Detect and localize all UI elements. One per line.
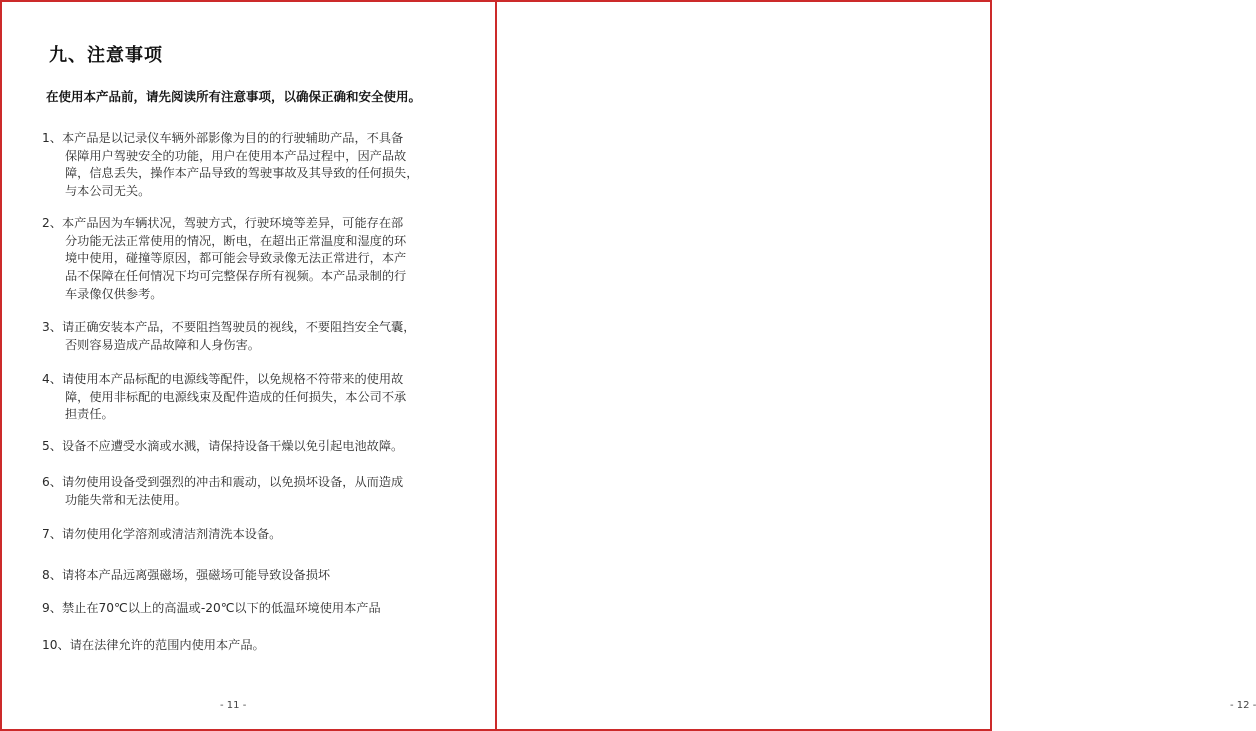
notice-continuation-line: 与本公司无关。 bbox=[65, 184, 151, 199]
notice-text: 请勿使用化学溶剂或清洁剂清洗本设备。 bbox=[61, 527, 282, 541]
notice-first-line bbox=[42, 474, 444, 492]
notice-number: 1、 bbox=[42, 131, 62, 145]
notice-number: 8、 bbox=[42, 568, 62, 582]
notice-continuation-line: 车录像仅供参考。 bbox=[65, 286, 163, 301]
notice-continuation-line: 功能失常和无法使用。 bbox=[65, 492, 187, 507]
notice-first-line bbox=[42, 637, 444, 655]
notice-first-line bbox=[42, 438, 444, 456]
notice-number: 3、 bbox=[42, 320, 62, 334]
notice-continuation-line: 境中使用，碰撞等原因，都可能会导致录像无法正常进行，本产 bbox=[65, 251, 407, 266]
notice-continuation-line: 保障用户驾驶安全的功能，用户在使用本产品过程中，因产品故 bbox=[65, 148, 407, 163]
notice-first-line bbox=[42, 130, 444, 148]
notice-number: 5、 bbox=[42, 439, 62, 453]
notice-first-line bbox=[42, 371, 444, 389]
notice-text: 本产品因为车辆状况，驾驶方式，行驶环境等差异，可能存在部 bbox=[61, 216, 404, 230]
notice-number: 9、 bbox=[42, 601, 62, 615]
notice-text: 请使用本产品标配的电源线等配件，以免规格不符带来的使用故 bbox=[61, 372, 404, 386]
notice-continuation-line: 障，信息丢失，操作本产品导致的驾驶事故及其导致的任何损失， bbox=[65, 166, 419, 181]
notice-item bbox=[42, 215, 444, 304]
intro-text: 在使用本产品前，请先阅读所有注意事项，以确保正确和安全使用。 bbox=[46, 89, 422, 104]
page-number: - 11 - bbox=[220, 700, 247, 711]
notice-first-line bbox=[42, 600, 444, 618]
page-12 bbox=[495, 0, 1256, 731]
page-11 bbox=[0, 0, 497, 731]
notice-item bbox=[42, 526, 444, 544]
notice-item bbox=[42, 319, 444, 354]
notice-continuation-line: 担责任。 bbox=[65, 407, 114, 422]
notice-continuation-line: 品不保障在任何情况下均可完整保存所有视频。本产品录制的行 bbox=[65, 269, 407, 284]
notice-item bbox=[42, 637, 444, 655]
notice-text: 请正确安装本产品，不要阻挡驾驶员的视线，不要阻挡安全气囊， bbox=[61, 320, 416, 334]
notice-first-line bbox=[42, 319, 444, 337]
notice-text: 请勿使用设备受到强烈的冲击和震动，以免损坏设备，从而造成 bbox=[61, 475, 404, 489]
notice-continuation-line: 障，使用非标配的电源线束及配件造成的任何损失，本公司不承 bbox=[65, 389, 407, 404]
notice-text: 禁止在70℃以上的高温或-20℃以下的低温环境使用本产品 bbox=[61, 601, 381, 615]
notice-continuation-line: 分功能无法正常使用的情况，断电，在超出正常温度和湿度的环 bbox=[65, 233, 407, 248]
notice-first-line bbox=[42, 567, 444, 585]
notice-text: 本产品是以记录仪车辆外部影像为目的的行驶辅助产品，不具备 bbox=[61, 131, 404, 145]
section-title: 九、注意事项 bbox=[49, 45, 163, 66]
notice-item bbox=[42, 371, 444, 424]
notice-number: 4、 bbox=[42, 372, 62, 386]
page-number: - 12 - bbox=[1230, 700, 1256, 711]
notice-continuation-line: 否则容易造成产品故障和人身伤害。 bbox=[65, 337, 260, 352]
notice-text: 设备不应遭受水滴或水溅，请保持设备干燥以免引起电池故障。 bbox=[61, 439, 404, 453]
notice-item bbox=[42, 474, 444, 509]
notice-number: 2、 bbox=[42, 216, 62, 230]
notice-number: 7、 bbox=[42, 527, 62, 541]
notice-first-line bbox=[42, 526, 444, 544]
notice-first-line bbox=[42, 215, 444, 233]
notice-text: 请将本产品远离强磁场，强磁场可能导致设备损坏 bbox=[61, 568, 331, 582]
notice-item bbox=[42, 130, 444, 201]
notice-number: 6、 bbox=[42, 475, 62, 489]
notice-item bbox=[42, 438, 444, 456]
notice-item bbox=[42, 600, 444, 618]
notice-item bbox=[42, 567, 444, 585]
notice-number: 10、 bbox=[42, 638, 70, 652]
notice-text: 请在法律允许的范围内使用本产品。 bbox=[69, 638, 265, 652]
